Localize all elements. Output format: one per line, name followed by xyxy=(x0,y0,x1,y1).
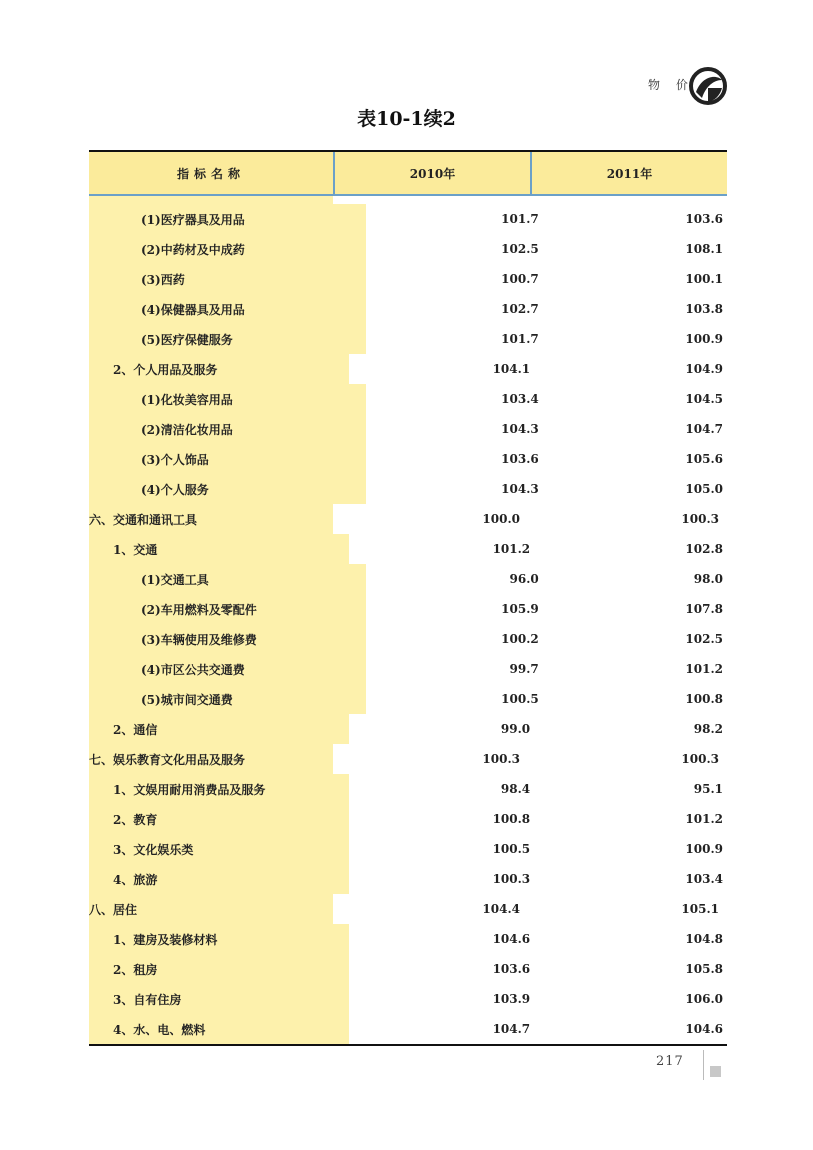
table-row xyxy=(89,474,727,504)
row-label: (2)清洁化妆用品 xyxy=(89,414,366,444)
table-row xyxy=(89,864,727,894)
page-marker xyxy=(710,1066,721,1077)
value-2011: 100.3 xyxy=(681,752,719,766)
table-row xyxy=(89,414,727,444)
table-title: 表10-1续2 xyxy=(357,108,456,130)
row-label: 八、居住 xyxy=(89,894,333,924)
value-2011: 100.9 xyxy=(685,842,723,856)
value-2010: 104.3 xyxy=(501,482,539,496)
table-row xyxy=(89,594,727,624)
stats-logo-icon xyxy=(688,66,728,106)
value-2010: 100.7 xyxy=(501,272,539,286)
value-2010: 100.3 xyxy=(482,752,520,766)
row-label: (4)保健器具及用品 xyxy=(89,294,366,324)
table-row xyxy=(89,384,727,414)
value-2010: 101.7 xyxy=(501,212,539,226)
table-body-top-padding xyxy=(89,196,727,204)
value-2010: 102.5 xyxy=(501,242,539,256)
row-label: 七、娱乐教育文化用品及服务 xyxy=(89,744,333,774)
value-2011: 100.8 xyxy=(685,692,723,706)
value-2011: 100.9 xyxy=(685,332,723,346)
value-2010: 100.5 xyxy=(492,842,531,856)
table-row xyxy=(89,684,727,714)
row-label: (1)化妆美容用品 xyxy=(89,384,366,414)
value-2010: 98.4 xyxy=(500,782,531,796)
value-2011: 108.1 xyxy=(685,242,723,256)
row-label: 1、建房及装修材料 xyxy=(89,924,349,954)
row-label: 4、水、电、燃料 xyxy=(89,1014,349,1044)
table-row xyxy=(89,954,727,984)
value-2010: 104.6 xyxy=(492,932,531,946)
value-2011: 103.6 xyxy=(685,212,723,226)
value-2010: 104.7 xyxy=(492,1022,531,1036)
table-row xyxy=(89,1014,727,1044)
row-label: (3)个人饰品 xyxy=(89,444,366,474)
table-row xyxy=(89,654,727,684)
value-2010: 100.0 xyxy=(482,512,520,526)
row-label: (4)市区公共交通费 xyxy=(89,654,366,684)
value-2011: 104.7 xyxy=(685,422,723,436)
row-label: 六、交通和通讯工具 xyxy=(89,504,333,534)
value-2010: 103.6 xyxy=(501,452,539,466)
column-header-2011: 2011年 xyxy=(606,166,653,181)
value-2011: 106.0 xyxy=(685,992,723,1006)
value-2011: 101.2 xyxy=(685,812,723,826)
table-row xyxy=(89,324,727,354)
value-2011: 104.8 xyxy=(685,932,723,946)
table-row xyxy=(89,444,727,474)
table-body xyxy=(89,196,727,1044)
table-row xyxy=(89,984,727,1014)
table-row xyxy=(89,234,727,264)
row-label: (1)交通工具 xyxy=(89,564,366,594)
table-row xyxy=(89,804,727,834)
value-2010: 103.6 xyxy=(492,962,531,976)
value-2010: 100.8 xyxy=(492,812,531,826)
value-2011: 107.8 xyxy=(685,602,723,616)
row-label: (1)医疗器具及用品 xyxy=(89,204,366,234)
price-index-table xyxy=(89,150,727,1046)
value-2011: 103.4 xyxy=(685,872,723,886)
value-2011: 104.6 xyxy=(685,1022,723,1036)
value-2011: 105.0 xyxy=(685,482,723,496)
table-row xyxy=(89,204,727,234)
row-label: 4、旅游 xyxy=(89,864,349,894)
value-2011: 104.9 xyxy=(685,362,723,376)
column-header-name: 指标名称 xyxy=(89,152,335,194)
table-row xyxy=(89,924,727,954)
row-label: 2、租房 xyxy=(89,954,349,984)
row-label: 2、通信 xyxy=(89,714,349,744)
value-2010: 96.0 xyxy=(509,572,539,586)
row-label: (3)车辆使用及维修费 xyxy=(89,624,366,654)
value-2010: 101.2 xyxy=(492,542,531,556)
section-label: 物 价 xyxy=(648,78,694,92)
row-label: (2)中药材及中成药 xyxy=(89,234,366,264)
table-bottom-rule xyxy=(89,1044,727,1046)
row-label: 1、交通 xyxy=(89,534,349,564)
value-2010: 104.1 xyxy=(492,362,531,376)
row-label: (4)个人服务 xyxy=(89,474,366,504)
table-row xyxy=(89,714,727,744)
table-row xyxy=(89,294,727,324)
value-2011: 105.1 xyxy=(681,902,719,916)
page-divider xyxy=(703,1050,704,1080)
table-row xyxy=(89,564,727,594)
value-2011: 102.8 xyxy=(685,542,723,556)
table-row xyxy=(89,744,727,774)
value-2010: 101.7 xyxy=(501,332,539,346)
value-2010: 100.5 xyxy=(501,692,539,706)
row-label: 3、文化娱乐类 xyxy=(89,834,349,864)
value-2010: 99.0 xyxy=(500,722,531,736)
table-header xyxy=(89,152,727,196)
value-2010: 103.4 xyxy=(501,392,539,406)
row-label: 3、自有住房 xyxy=(89,984,349,1014)
value-2011: 102.5 xyxy=(685,632,723,646)
row-label: 1、文娱用耐用消费品及服务 xyxy=(89,774,349,804)
row-label: 2、教育 xyxy=(89,804,349,834)
value-2010: 103.9 xyxy=(492,992,531,1006)
value-2010: 102.7 xyxy=(501,302,539,316)
row-label: (5)城市间交通费 xyxy=(89,684,366,714)
value-2011: 98.2 xyxy=(693,722,723,736)
table-row xyxy=(89,834,727,864)
table-row xyxy=(89,894,727,924)
table-row xyxy=(89,504,727,534)
value-2010: 104.4 xyxy=(482,902,520,916)
table-row xyxy=(89,624,727,654)
value-2011: 95.1 xyxy=(693,782,723,796)
value-2011: 101.2 xyxy=(685,662,723,676)
value-2011: 104.5 xyxy=(685,392,723,406)
row-label: 2、个人用品及服务 xyxy=(89,354,349,384)
value-2011: 105.8 xyxy=(685,962,723,976)
value-2010: 105.9 xyxy=(501,602,539,616)
value-2011: 105.6 xyxy=(685,452,723,466)
table-row xyxy=(89,354,727,384)
value-2010: 100.2 xyxy=(501,632,539,646)
table-row xyxy=(89,534,727,564)
value-2011: 103.8 xyxy=(685,302,723,316)
row-label: (2)车用燃料及零配件 xyxy=(89,594,366,624)
value-2011: 98.0 xyxy=(693,572,723,586)
row-label: (5)医疗保健服务 xyxy=(89,324,366,354)
row-label: (3)西药 xyxy=(89,264,366,294)
column-header-2010: 2010年 xyxy=(335,152,532,194)
value-2011: 100.3 xyxy=(681,512,719,526)
page-number: 217 xyxy=(656,1054,684,1069)
value-2010: 99.7 xyxy=(509,662,539,676)
table-row xyxy=(89,264,727,294)
table-row xyxy=(89,774,727,804)
value-2010: 104.3 xyxy=(501,422,539,436)
value-2010: 100.3 xyxy=(492,872,531,886)
value-2011: 100.1 xyxy=(685,272,723,286)
